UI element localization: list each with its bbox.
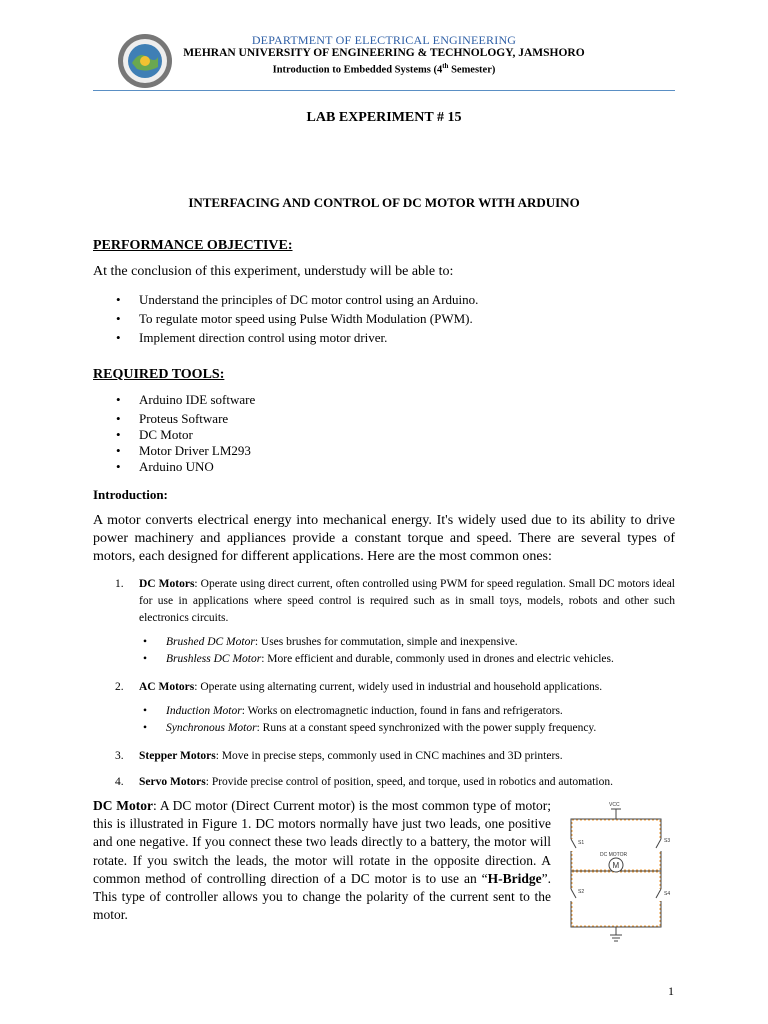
switch-label-s3: S3 [664,838,671,844]
motor-subtype-item: • Brushless DC Motor: More efficient and durable, commonly used in drones and electric vehicles. [143,653,591,665]
motor-type-item: 3. Stepper Motors: Move in precise steps, commonly used in CNC machines and 3D printers. [115,750,563,762]
department-name: DEPARTMENT OF ELECTRICAL ENGINEERING [251,33,517,47]
list-item: • Arduino UNO [117,459,192,475]
header-divider [93,90,675,91]
tools-heading: REQUIRED TOOLS: [93,367,225,382]
list-item: • Implement direction control using motor driver. [117,330,365,346]
list-item: • Proteus Software [117,411,206,427]
motor-type-item: 2. AC Motors: Operate using alternating current, widely used in industrial and household applications. [115,681,603,693]
performance-heading: PERFORMANCE OBJECTIVE: [93,238,293,253]
vcc-label: VCC [609,802,620,808]
motor-subtype-item: • Synchronous Motor: Runs at a constant speed synchronized with the power supply frequency. [143,722,573,734]
introduction-paragraph: A motor converts electrical energy into mechanical energy. It's widely used due to its ability to drive power machinery and appliances provide a constant torque and speed. There are several types of motors, each designed for different applications. Here are the most common ones: [93,513,675,564]
motor-type-item: 4. Servo Motors: Provide precise control of position, speed, and torque, used in robotics and automation. [115,776,613,788]
course-name: Introduction to Embedded Systems (4th Semester) [272,62,496,76]
motor-type-item: 1. DC Motors: Operate using direct current, often controlled using PWM for speed regulation. Small DC motors ideal for use in applications where speed control is required such as in small toys, models, robots and other such electronics circuits. [115,578,676,624]
motor-subtype-item: • Brushed DC Motor: Uses brushes for commutation, simple and inexpensive. [143,636,495,648]
list-item: • To regulate motor speed using Pulse Width Modulation (PWM). [117,311,451,327]
list-item: • DC Motor [117,427,171,443]
dc-motor-paragraph: DC Motor: A DC motor (Direct Current motor) is the most common type of motor; this is illustrated in Figure 1. DC motors normally have just two leads, one positive and one negative. If you connect these two leads directly to a battery, the motor will rotate. If you switch the leads, the motor will rotate in the opposite direction. A common method of controlling direction of a DC motor is to use an “H-Bridge”. This type of controller allows you to change the polarity of the current sent to the motor. [93,798,552,923]
list-item: • Motor Driver LM293 [117,443,229,459]
switch-label-s2: S2 [578,889,585,895]
introduction-heading: Introduction: [93,487,168,502]
list-item: • Arduino IDE software [117,392,233,408]
university-name: MEHRAN UNIVERSITY OF ENGINEERING & TECHNOLOGY, JAMSHORO [183,47,585,59]
motor-subtype-item: • Induction Motor: Works on electromagnetic induction, found in fans and refrigerators. [143,705,540,717]
motor-symbol: M [612,861,620,870]
experiment-topic: INTERFACING AND CONTROL OF DC MOTOR WITH ARDUINO [188,195,580,210]
h-bridge-diagram [556,797,676,942]
dc-motor-label: DC MOTOR [600,852,628,858]
list-item: • Understand the principles of DC motor control using an Arduino. [117,292,456,308]
switch-label-s4: S4 [664,891,671,897]
performance-intro: At the conclusion of this experiment, understudy will be able to: [93,264,454,279]
page-number: 1 [668,984,674,998]
switch-label-s1: S1 [578,840,585,846]
lab-title: LAB EXPERIMENT # 15 [306,110,462,125]
